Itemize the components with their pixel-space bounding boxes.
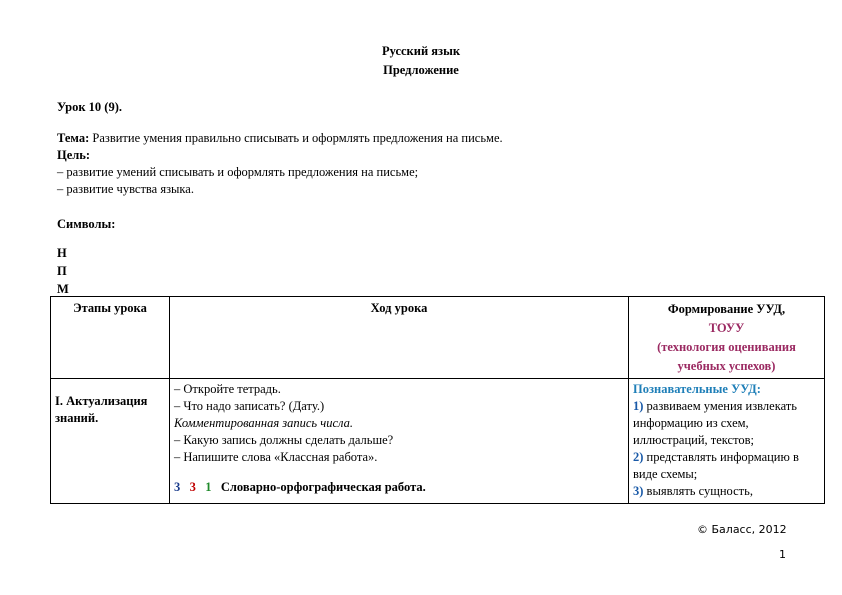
header-uud-line3: (технология оценивания <box>657 340 796 354</box>
copyright: © Баласс, 2012 <box>697 523 787 536</box>
symbol-n: Н <box>57 246 67 260</box>
goal-item-1: – развитие умений списывать и оформлять предложения на письме; <box>57 165 419 179</box>
course-line: – Откройте тетрадь. <box>174 382 281 396</box>
lesson-number: Урок 10 (9). <box>57 100 123 114</box>
header-uud <box>629 297 825 379</box>
course-italic-line: Комментированная запись числа. <box>174 416 353 430</box>
header-uud-line1: Формирование УУД, <box>667 302 786 316</box>
uud-item: 1) развиваем умения извлекать <box>633 399 797 413</box>
uud-item: иллюстраций, текстов; <box>633 433 755 447</box>
work-title: Словарно-орфографическая работа. <box>220 480 426 494</box>
uud-item: информацию из схем, <box>633 416 749 430</box>
stage-line1: I. Актуализация <box>55 394 148 408</box>
symbol-number-2: 3 <box>189 480 196 494</box>
table-row <box>51 379 825 504</box>
symbol-p: П <box>57 264 67 278</box>
header-course: Ход урока <box>170 297 629 379</box>
course-line: – Какую запись должны сделать дальше? <box>174 433 394 447</box>
goal-label: Цель: <box>57 148 91 162</box>
uud-item: виде схемы; <box>633 467 698 481</box>
stage-cell <box>51 379 170 504</box>
header-uud-line4: учебных успехов) <box>677 359 776 373</box>
uud-cell <box>629 379 825 504</box>
course-line: – Что надо записать? (Дату.) <box>174 399 325 413</box>
work-heading <box>174 479 624 496</box>
header-stages: Этапы урока <box>51 297 170 379</box>
uud-item: 2) представлять информацию в <box>633 450 799 464</box>
subject-title: Русский язык <box>381 44 461 58</box>
symbol-m: М <box>57 282 69 296</box>
page-number: 1 <box>779 548 786 561</box>
uud-title: Познавательные УУД: <box>633 382 761 396</box>
symbols-label: Символы: <box>57 217 116 231</box>
stage-line2: знаний. <box>55 411 99 425</box>
lesson-table <box>50 296 825 504</box>
symbol-number-1: 3 <box>174 480 181 494</box>
theme-line <box>57 130 503 146</box>
goal-item-2: – развитие чувства языка. <box>57 182 194 196</box>
table-header-row <box>51 297 825 379</box>
header-uud-line2: ТОУУ <box>708 321 745 335</box>
course-cell <box>170 379 629 504</box>
uud-item: 3) выявлять сущность, <box>633 484 753 498</box>
symbol-number-3: 1 <box>205 480 212 494</box>
topic-title: Предложение <box>383 63 459 77</box>
theme-label: Тема: <box>57 131 90 145</box>
theme-text: Развитие умения правильно списывать и оформлять предложения на письме. <box>89 131 503 145</box>
course-line: – Напишите слова «Классная работа». <box>174 450 378 464</box>
